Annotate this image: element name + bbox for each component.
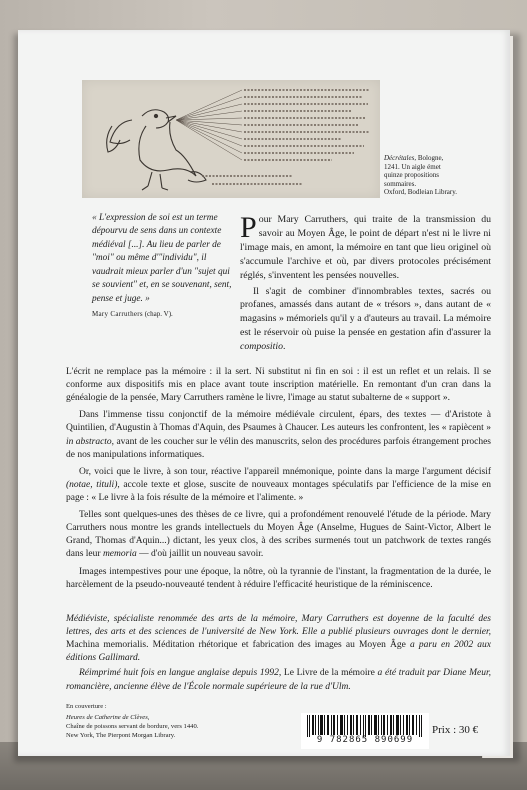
epigraph-quote: [92, 212, 232, 319]
body-italic: (notae, tituli): [66, 479, 118, 490]
quote-text: « L'expression de soi est un terme dépourvu de sens dans un contexte médiéval [...]. Au lieu de parler de "moi" ou même d'"individu", il vaudrait mieux parler d'un "sujet qui se souvient" et, en se souvenant, sent, pense et juge. »: [92, 213, 232, 304]
price-label: Prix : 30 €: [432, 724, 479, 736]
body-text: , avant de les coucher sur le vélin des manuscrits, selon des procédures parfois étrangement proches de nos manipulations informatiques.: [66, 436, 491, 460]
caption-line: Bologne,: [417, 154, 444, 162]
author-bio: [66, 613, 491, 696]
bio-paragraph-1: [66, 613, 491, 665]
caption-line: sommaires.: [384, 179, 417, 188]
body-paragraph-2: [66, 409, 491, 461]
intro-paragraph-1: our Mary Carruthers, qui traite de la transmission du savoir au Moyen Âge, le point de départ n'est ni le livre ni l'image mais, en amont, la mémoire en tant que lieu originel où s'accumule l'archive et où, par divers protocoles précisément réglés, s'inventent les pensées nouvelles.: [240, 214, 491, 281]
body-text: Or, voici que le livre, à son tour, réactive l'appareil mnémonique, pointe dans la marge l'argument décisif: [79, 466, 491, 477]
isbn-number: 9 782865 890699: [316, 735, 414, 745]
intro-paragraph-2-end: .: [283, 341, 286, 353]
body-text: — d'où jaillit un nouveau savoir.: [136, 549, 264, 560]
manuscript-illustration: [82, 80, 380, 198]
caption-line: 1241. Un aigle émet: [384, 162, 441, 171]
quote-ref: (chap. V).: [144, 310, 173, 319]
intro-text: [240, 213, 491, 354]
bio-text: a été traduit par Diane Meur, romancière, ancienne élève de l'École normale supérieure de la rue d'Ulm.: [66, 668, 491, 692]
bio-text: Médiéviste, spécialiste renommée des arts de la mémoire, Mary Carruthers est doyenne de la faculté des lettres, des arts et des sciences de l'université de New York. Elle a publié plusieurs ouvrages dont le dernier,: [66, 614, 491, 638]
bio-text: a paru en 2002 aux éditions Gallimard.: [66, 640, 491, 664]
back-cover: [18, 30, 510, 756]
cover-credit-line: New York, The Pierpont Morgan Library.: [66, 731, 176, 739]
bio-book-title: Le Livre de la mémoire: [283, 668, 375, 679]
main-text: [66, 366, 491, 596]
barcode-bars: [305, 715, 425, 737]
quote-author: Mary Carruthers: [92, 310, 143, 319]
body-text: Dans l'immense tissu conjonctif de la mémoire médiévale circulent, épars, des textes — d'Aristote à Quintilien, d'Augustin à Thomas d'Aquin, des Psaumes à Chaucer. Les auteurs les confrontent, les « rapiècent »: [66, 410, 491, 434]
body-paragraph-5: Images intempestives pour une époque, la nôtre, où la tyrannie de l'instant, la fragmentation de la durée, le harcèlement de la pseudo-nouveauté tendent à réduire l'efficacité heuristique de la réminiscence.: [66, 566, 491, 590]
bio-paragraph-2: [66, 667, 491, 693]
cover-credit: [66, 703, 286, 741]
body-italic: memoria: [102, 549, 137, 560]
body-paragraph-3: [66, 466, 491, 505]
illustration-caption: [384, 154, 504, 197]
caption-title: Décrétales,: [384, 154, 417, 162]
barcode: [301, 713, 429, 749]
caption-line: quinze propositions: [384, 171, 440, 180]
quote-attribution: [92, 309, 232, 319]
cover-credit-title: Heures de Catherine de Clèves,: [66, 713, 150, 721]
body-italic: in abstracto: [66, 436, 112, 447]
bio-text: Réimprimé huit fois en langue anglaise depuis 1992,: [79, 668, 284, 679]
bio-book-title: Machina memorialis. Méditation rhétorique et fabrication des images au Moyen Âge: [66, 640, 406, 651]
eagle-illustration: [82, 80, 380, 198]
caption-line: Oxford, Bodleian Library.: [384, 188, 458, 197]
intro-italic: compositio: [240, 341, 283, 353]
body-text: Telles sont quelques-unes des thèses de ce livre, qui a profondément renouvelé l'étude de la période. Mary Carruthers nous montre les grands intellectuels du Moyen Âge (Anselme, Hugues de Saint-Victor, Albert le Grand, Thomas d'Aquin...) dictant, les yeux clos, à des scribes surmenés tout un patchwork de textes rangés dans leur: [66, 510, 491, 560]
intro-paragraph-2: Il s'agit de combiner d'innombrables textes, sacrés ou profanes, amassés dans autant de « trésors », dans autant de « magasins » mémoriels qu'il y a d'auteurs au travail. La mémoire est le réservoir où puise la pensée en gestation afin d'assurer la: [240, 285, 491, 339]
body-paragraph-1: L'écrit ne remplace pas la mémoire : il la sert. Ni substitut ni fin en soi : il est un reflet et un relais. Il se conforme aux dispositifs mis en place avant toute inscription matérielle. En remontant d'un cran dans la généalogie de la pensée, Mary Carruthers ramène le livre, l'image au statut subalterne de « support ».: [66, 367, 491, 404]
cover-credit-label: En couverture :: [66, 703, 107, 710]
drop-cap: P: [240, 211, 257, 244]
body-paragraph-4: [66, 509, 491, 561]
body-text: , accole texte et glose, suscite de nouveaux montages spéculatifs par l'efficience de la mise en page : « Le livre à la fois résulte de la mémoire et l'alimente. »: [66, 479, 491, 503]
cover-credit-line: Chaîne de poissons servant de bordure, vers 1440.: [66, 722, 199, 730]
